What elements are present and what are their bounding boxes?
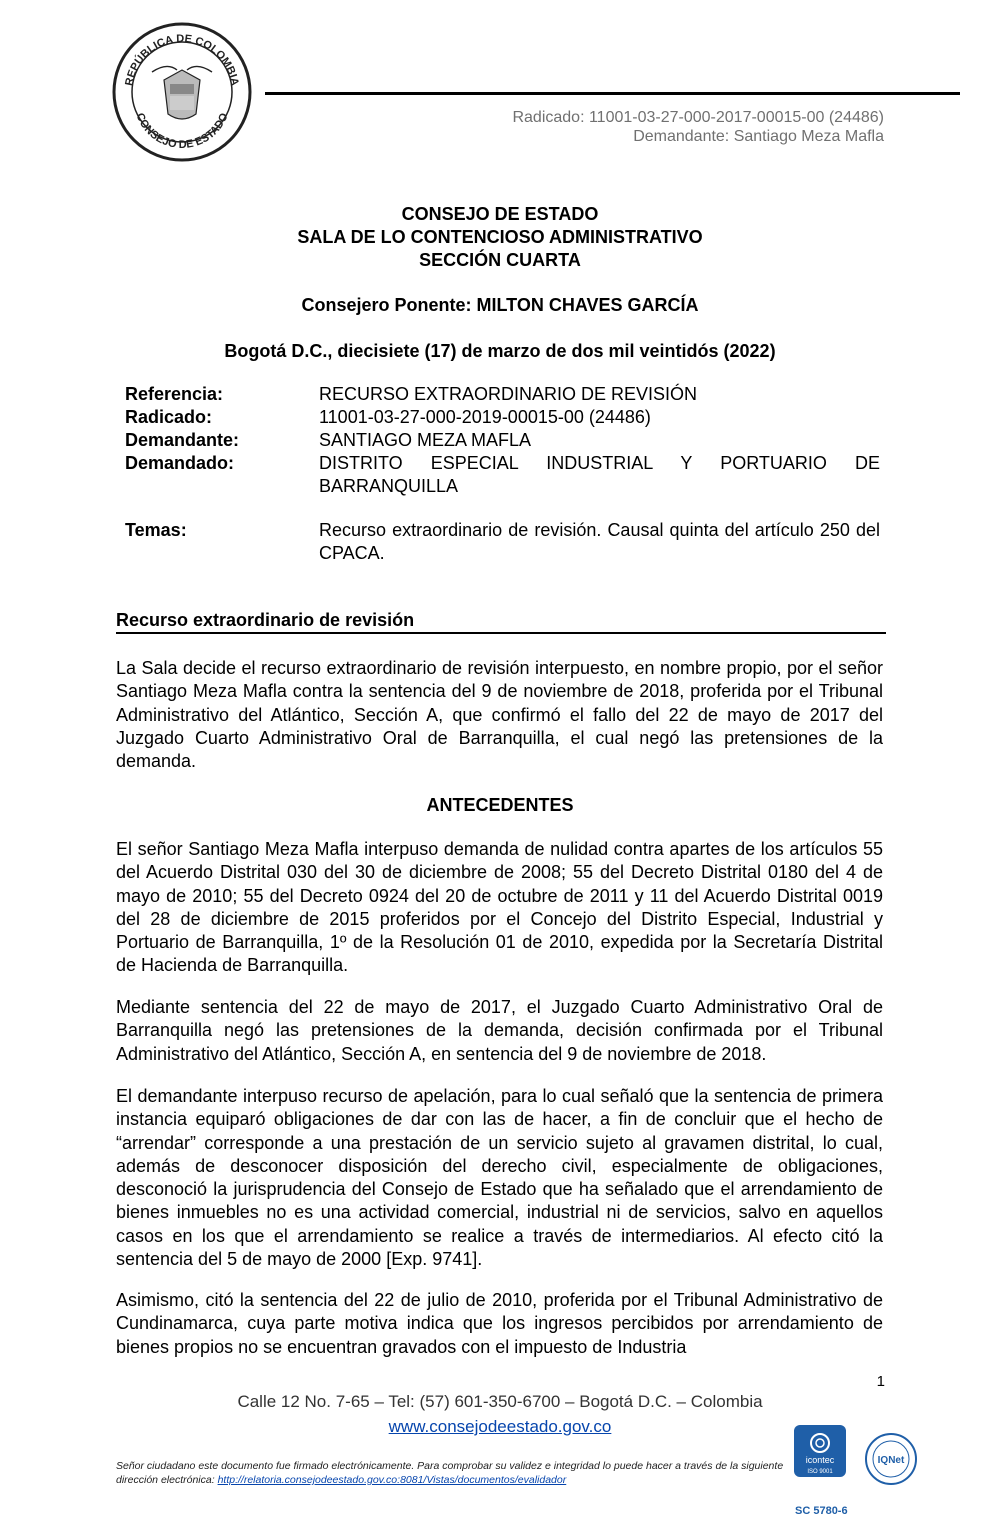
signature-validation-link[interactable]: http://relatoria.consejodeestado.gov.co:8081/Vistas/documentos/evalidador	[217, 1474, 567, 1486]
reference-label: Demandante:	[125, 430, 240, 450]
reference-label: Demandado:	[125, 453, 235, 473]
header-meta	[512, 108, 884, 146]
reference-value: DISTRITO ESPECIAL INDUSTRIAL Y PORTUARIO DE BARRANQUILLA	[319, 453, 880, 496]
footer-address: Calle 12 No. 7-65 – Tel: (57) 601-350-6700 – Bogotá D.C. – Colombia	[237, 1392, 763, 1411]
header-radicado: Radicado: 11001-03-27-000-2017-00015-00 (24486)	[512, 109, 884, 126]
ponente: Consejero Ponente: MILTON CHAVES GARCÍA	[301, 295, 699, 315]
section-heading: Recurso extraordinario de revisión	[116, 609, 886, 634]
reference-row	[125, 519, 880, 565]
svg-text:icontec: icontec	[805, 1455, 835, 1465]
iqnet-logo	[864, 1432, 918, 1486]
reference-row	[125, 429, 880, 452]
signature-note-text: Señor ciudadano este documento fue firmado electrónicamente. Para comprobar su validez e integridad lo puede hacer a través de la siguiente dirección electrónica:	[116, 1460, 784, 1486]
signature-note	[116, 1459, 796, 1487]
antecedentes-heading: ANTECEDENTES	[426, 795, 574, 815]
svg-text:IQNet: IQNet	[877, 1455, 905, 1466]
reference-row	[125, 383, 880, 406]
icontec-logo	[794, 1425, 846, 1477]
reference-label: Radicado:	[125, 407, 213, 427]
body-paragraph: Mediante sentencia del 22 de mayo de 2017, el Juzgado Cuarto Administrativo Oral de Barranquilla negó las pretensiones de la demanda, decisión confirmada por el Tribunal Administrativo del Atlántico, Sección A, en sentencia del 9 de noviembre de 2018.	[116, 997, 883, 1064]
consejo-de-estado-seal	[112, 22, 252, 162]
svg-text:ISO 9001: ISO 9001	[807, 1469, 833, 1475]
reference-value: 11001-03-27-000-2019-00015-00 (24486)	[319, 407, 651, 427]
reference-label: Referencia:	[125, 384, 224, 404]
certification-code: SC 5780-6	[795, 1505, 848, 1517]
page-number: 1	[876, 1373, 885, 1390]
court-title-block	[0, 203, 1000, 272]
reference-table	[125, 383, 880, 565]
court-name: CONSEJO DE ESTADO	[401, 204, 599, 224]
court-section: SECCIÓN CUARTA	[419, 250, 581, 270]
reference-value: Recurso extraordinario de revisión. Causal quinta del artículo 250 del CPACA.	[319, 520, 880, 563]
svg-text:REPÚBLICA DE COLOMBIA: REPÚBLICA DE COLOMBIA	[123, 32, 241, 87]
document-date: Bogotá D.C., diecisiete (17) de marzo de dos mil veintidós (2022)	[224, 341, 776, 361]
court-chamber: SALA DE LO CONTENCIOSO ADMINISTRATIVO	[297, 227, 703, 247]
reference-value: RECURSO EXTRAORDINARIO DE REVISIÓN	[319, 384, 698, 404]
header-demandante: Demandante: Santiago Meza Mafla	[633, 128, 884, 145]
reference-value: SANTIAGO MEZA MAFLA	[319, 430, 532, 450]
body-paragraph: Asimismo, citó la sentencia del 22 de julio de 2010, proferida por el Tribunal Administrativo de Cundinamarca, cuya parte motiva indica que los ingresos percibidos por arrendamiento de bienes propios no se encuentran gravados con el impuesto de Industria	[116, 1290, 883, 1357]
intro-paragraph: La Sala decide el recurso extraordinario de revisión interpuesto, en nombre propio, por el señor Santiago Meza Mafla contra la sentencia del 9 de noviembre de 2018, proferida por el Tribunal Administrativo del Atlántico, Sección A, que confirmó el fallo del 22 de mayo de 2017 del Juzgado Cuarto Administrativo Oral de Barranquilla, el cual negó las pretensiones de la demanda.	[116, 658, 883, 772]
reference-row	[125, 452, 880, 498]
header-rule	[265, 92, 960, 95]
body-paragraph: El señor Santiago Meza Mafla interpuso demanda de nulidad contra apartes de los artículos 55 del Acuerdo Distrital 030 del 30 de diciembre de 2008; 55 del Decreto Distrital 0180 del 4 de mayo de 2010; 55 del Decreto 0924 del 20 de octubre de 2011 y 11 del Acuerdo Distrital 0019 del 28 de diciembre de 2015 proferidos por el Concejo del Distrito Especial, Industrial y Portuario de Barranquilla, 1º de la Resolución 01 de 2010, expedida por la Secretaría Distrital de Hacienda de Barranquilla.	[116, 839, 883, 976]
svg-text:CONSEJO DE ESTADO: CONSEJO DE ESTADO	[133, 111, 231, 152]
reference-row	[125, 406, 880, 429]
icontec-icon	[794, 1425, 846, 1477]
reference-label: Temas:	[125, 520, 187, 540]
body-paragraph: El demandante interpuso recurso de apelación, para lo cual señaló que la sentencia de primera instancia equiparó obligaciones de dar con las de hacer, a fin de concluir que el hecho de “arrendar” corresponde a una prestación de un servicio sujeto al gravamen distrital, lo cual, además de desconocer disposición del derecho civil, especialmente de obligaciones, desconoció la jurisprudencia del Consejo de Estado que ha señalado que el arrendamiento de bienes inmuebles no es una actividad comercial, industrial ni de servicios, salvo en aquellos casos en los que el arrendamiento se realice a través de intermediarios. Al efecto citó la sentencia del 5 de mayo de 2000 [Exp. 9741].	[116, 1086, 883, 1270]
footer-website-link[interactable]: www.consejodeestado.gov.co	[388, 1417, 612, 1436]
